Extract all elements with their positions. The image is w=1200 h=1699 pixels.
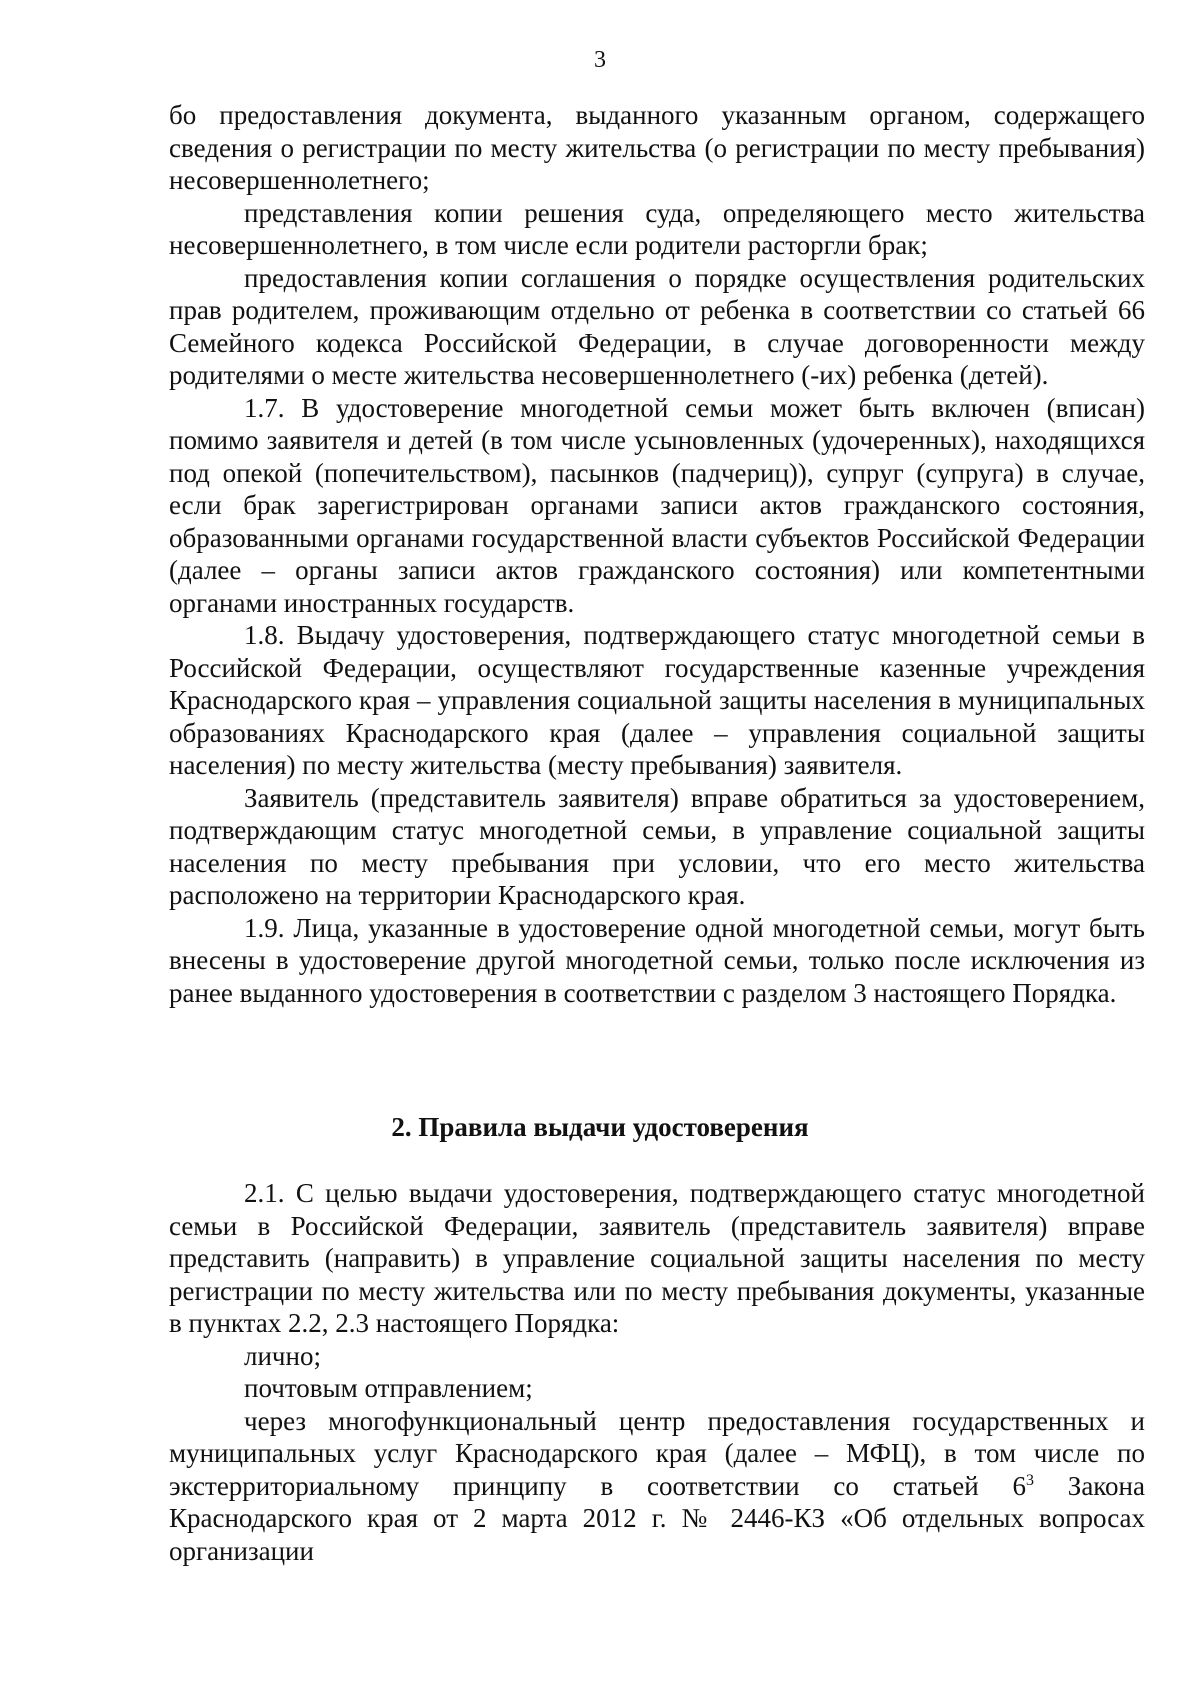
list-item-via-mfc [169, 1405, 1145, 1568]
paragraph-1-9: 1.9. Лица, указанные в удостоверение одной многодетной семьи, могут быть внесены в удостоверение другой многодетной семьи, только после исключения из ранее выданного удостоверения в соответствии с разделом 3 настоящего Порядка. [169, 912, 1145, 1008]
section-1-body [169, 99, 1145, 1009]
paragraph-2-1: 2.1. С целью выдачи удостоверения, подтверждающего статус многодетной семьи в Российской Федерации, заявитель (представитель заявителя) вправе представить (направить) в управление социальной защиты населения по месту регистрации по месту жительства или по месту пребывания документы, указанные в пунктах 2.2, 2.3 настоящего Порядка: [169, 1178, 1145, 1338]
section-2-body [169, 1177, 1145, 1567]
mfc-text-part-1: через многофункциональный центр предоставления государственных и муниципальных услуг Краснодарского края (далее – МФЦ), в том числе по экстерриториальному принципу в соответствии со статьей 6 [169, 1405, 1145, 1501]
paragraph-1-8: 1.8. Выдачу удостоверения, подтверждающего статус многодетной семьи в Российской Федерации, осуществляют государственные казенные учреждения Краснодарского края – управления социальной защиты населения в муниципальных образованиях Краснодарского края (далее – управления социальной защиты населения) по месту жительства (месту пребывания) заявителя. [169, 620, 1145, 780]
section-2-heading: 2. Правила выдачи удостоверения [391, 1112, 809, 1142]
list-item-by-mail: почтовым отправлением; [244, 1373, 533, 1403]
mfc-text-part-2: Закона Краснодарского края от 2 марта 2012 г. № 2446-КЗ «Об отдельных вопросах организации [169, 1470, 1145, 1566]
paragraph-1-7: 1.7. В удостоверение многодетной семьи может быть включен (вписан) помимо заявителя и детей (в том числе усыновленных (удочеренных), находящихся под опекой (попечительством), пасынков (падчериц)), супруг (супруга) в случае, если брак зарегистрирован органами записи актов гражданского состояния, образованными органами государственной власти субъектов Российской Федерации (далее – органы записи актов гражданского состояния) или компетентными органами иностранных государств. [169, 392, 1145, 618]
list-item-in-person: лично; [244, 1340, 321, 1371]
paragraph-applicant-right: Заявитель (представитель заявителя) вправе обратиться за удостоверением, подтверждающим статус многодетной семьи, в управление социальной защиты населения по месту пребывания при условии, что его место жительства расположено на территории Краснодарского края. [169, 782, 1145, 910]
paragraph-continuation: бо предоставления документа, выданного указанным органом, содержащего сведения о регистрации по месту жительства (о регистрации по месту пребывания) несовершеннолетнего; [169, 100, 1145, 195]
page-number: 3 [594, 47, 606, 73]
article-superscript: 3 [1025, 1471, 1034, 1489]
paragraph-parental-agreement: предоставления копии соглашения о порядке осуществления родительских прав родителем, проживающим отдельно от ребенка в соответствии со статьей 66 Семейного кодекса Российской Федерации, в случае договоренности между родителями о месте жительства несовершеннолетнего (-их) ребенка (детей). [169, 262, 1145, 390]
paragraph-court-decision: представления копии решения суда, определяющего место жительства несовершеннолетнего, в том числе если родители расторгли брак; [169, 197, 1145, 260]
